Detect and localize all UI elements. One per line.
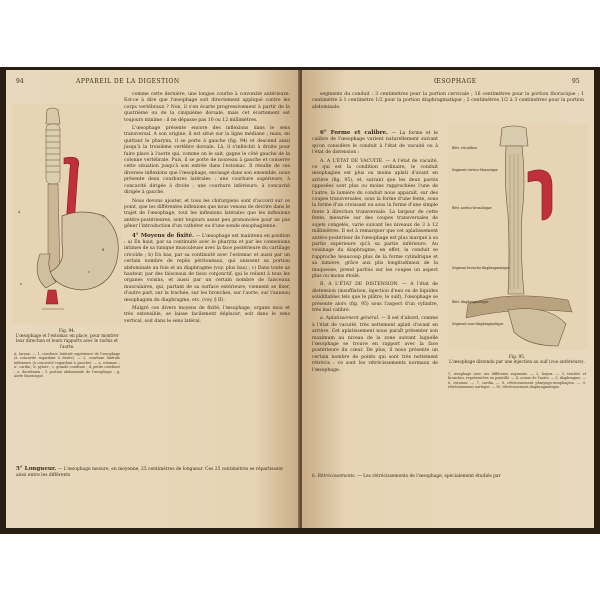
- figure-label: Rétr. diaphragmatique: [452, 300, 489, 304]
- figure-94-esophagus-stomach: [12, 104, 122, 324]
- subsection-heading: a. Aplatissement général.: [320, 316, 380, 322]
- larynx-shape: [46, 108, 60, 124]
- section-heading: b. Rétrécissements.: [312, 474, 356, 479]
- running-head: APPAREIL DE LA DIGESTION: [76, 78, 180, 85]
- figure-caption-text: L'œsophage distendu par une injection au suif (vue antérieure).: [449, 359, 585, 365]
- trachea-shape: [46, 124, 60, 184]
- section-heading: 6° Forme et calibre.: [320, 130, 389, 136]
- figure-label: C: [102, 215, 105, 219]
- figure-label: Rétr. cricoïdien: [452, 146, 477, 150]
- figure-caption: [448, 354, 586, 364]
- text-block: [312, 130, 438, 376]
- figure-label: c: [88, 270, 90, 274]
- figure-label: A: [18, 210, 21, 214]
- subsection-text: — Il est d'abord, comme à l'état de vacuité, très nettement aplati d'avant en arrière. Cet aplatissement nous paraît présenter son maximum au niveau de la zone suivant laquelle l'œsophage se trouve en rapport avec la face postérieure du cœur. De plus, il nous présente un certain nombre de points qui sont très nettement rétrécis : ce sont les rétrécissements normaux de l'œsophage.: [312, 316, 438, 373]
- right-page: [302, 70, 594, 528]
- paragraph: Nous devons ajouter, et tous les chirurgiens sont d'accord sur ce point, que les différentes inflexions que nous venons de décrire dans le trajet de l'œsophage, tout les inflexions latérales que les inflexions antéro-postérieures, sont toujours assez peu prononcées pour ne pas gêner l'introduction d'un cathéter ou d'une sonde œsophagienne.: [124, 198, 290, 230]
- section-text: — L'œsophage mesure, en moyenne, 25 centimètres de longueur. Ces 25 centimètres se répartissent ainsi entre les différents: [16, 467, 283, 478]
- subsection-text: — A l'état de distension (insufflation, injection d'eau ou de liquides solidifiables tels que le plâtre, le suif), l'œsophage se présente alors (fig. 95) sous l'aspect d'un cylindre, très mal calibré.: [312, 282, 438, 313]
- figure-label: Segment sous-diaphragmatique: [452, 322, 504, 326]
- paragraph: [312, 159, 438, 281]
- spine-shape: [48, 184, 60, 274]
- paragraph: comme cette dernière, une longue courbe à convexité antérieure. Est-ce à dire que l'œsophage soit directement appliqué contre les corps vertébraux ? Non, il s'en écarte progressivement à partir de la quatrième ou de la cinquième dorsale, mais cet écartement est toujours minime : il ne dépasse pas 10 ou 12 millimètres.: [124, 92, 290, 123]
- bottom-paragraph: [16, 466, 290, 479]
- figure-legend: A, larynx. — 1, courbure latérale supérieure de l'œsophage (à concavité regardant à droite). — 2, courbure latérale inférieure (à concavité regardant à gauche). — a, estomac ; a', cardia ; b, pylore ; c, grande courbure ; d, petite courbure ; e, duodénum ; f, portion abdominale de l'œsophage ; g, aorte thoracique.: [14, 352, 120, 379]
- figure-caption: [14, 328, 120, 349]
- subsection-heading: A. A L'ÉTAT DE VACUITÉ.: [320, 158, 384, 164]
- paragraph: [312, 316, 438, 374]
- figure-caption-text: L'œsophage et l'estomac en place, pour montrer leur direction et leurs rapports avec le rachis et l'aorte.: [15, 333, 119, 349]
- figure-label: e: [20, 282, 22, 286]
- page-number: 94: [16, 78, 24, 85]
- text-block: [124, 92, 290, 327]
- text-block-top: [312, 92, 584, 113]
- figure-number: Fig. 94.: [58, 328, 76, 333]
- left-page: [6, 70, 300, 528]
- paragraph: segments du conduit : 3 centimètres pour la portion cervicale ; 16 centimètres pour la portion thoracique ; 1 centimètre à 1 centimètre 1/2 pour la portion diaphragmatique ; 2 centimètres 1/2 à 3 centimètres pour la portion abdominale.: [312, 92, 584, 110]
- page-number: 95: [572, 78, 580, 85]
- paragraph: [124, 233, 290, 304]
- running-head: ŒSOPHAGE: [434, 78, 477, 85]
- figure-number: Fig. 95.: [508, 354, 526, 359]
- bottom-paragraph: [312, 474, 584, 480]
- figure-legend: 1, œsophage avec ses différents segments. — 2, larynx. — 3, trachée et bronches, représentées en pointillé. — 4, crosse de l'aorte. — 5, diaphragme. — 6, estomac. — 7, cardia. — 8, rétrécissement pharyngo-œsophagien. — 9, rétrécissement aortique. — 10, rétrécissement diaphragmatique.: [448, 372, 586, 390]
- section-heading: 5° Longueur.: [16, 466, 57, 472]
- figure-label: Segment broncho-diaphragmatique: [452, 266, 510, 270]
- figure-label: Segment cervico-thoracique: [452, 168, 498, 172]
- vessel-shape: [46, 290, 58, 304]
- figure-label: B: [102, 248, 105, 252]
- paragraph: Malgré ces divers moyens de fixité, l'œsophage, organe mou et très extensible, se laisse facilement déplacer, soit dans le sens vertical, soit dans le sens latéral.: [124, 306, 290, 324]
- section-heading: 4° Moyens de fixité.: [132, 232, 195, 239]
- paragraph: [312, 282, 438, 314]
- subsection-text: — A l'état de vacuité, ce qui est la condition ordinaire, le conduit œsophagien est plus ou moins aplati d'avant en arrière (fig. 95), et, suivant que les deux parois opposées sont plus ou moins rapprochées l'une de l'autre, la lumière du conduit nous apparaît, sur des coupes transversales, sous la forme d'une fente, sous la forme d'un croissant ou sous la forme d'une simple fente à direction transversale. La largeur de cette fente, mesurée sur des coupes transversales de sujets congelés, varie suivant les niveaux de 3 à 12 millimètres. Il est à remarquer que cet aplatissement antéro-postérieur de l'œsophage est plus marqué à sa partie supérieure qu'à sa partie inférieure. Au voisinage du diaphragme, en effet, la conduit se rapproche beaucoup plus de la forme cylindrique et sa lumière, grâce aux plis longitudinaux de la muqueuse, prend parfois sur les coupes un aspect plus ou moins étoilé.: [312, 158, 439, 279]
- subsection-heading: B. A L'ÉTAT DE DISTENSION.: [320, 282, 399, 288]
- section-text: — L'œsophage est maintenu en position : a) En haut, par sa continuité avec le pharynx et par les connexions intimes de sa tunique musculeuse avec la face postérieure du cartilage cricoïde ; b) En bas, par sa continuité avec l'estomac et aussi par un certain nombre de replis péritonéaux, qui unissent sa portion abdominale au foie et au diaphragme (voy. plus bas) ; c) Dans toute sa hauteur, par des faisceaux de tissu conjonctif, qui le relient à tous les organes voisins, et aussi par un certain nombre de faisceaux musculaires, qui, partant de sa surface extérieure, viennent se fixer, d'autre part, sur la trachée, sur les bronches, sur l'aorte, sur l'anneau œsophagien du diaphragme, etc. (voy. § II).: [124, 233, 290, 303]
- section-text: — Les rétrécissements de l'œsophage, spécialement étudiés par: [357, 474, 501, 479]
- paragraph: [312, 130, 438, 157]
- section-text: — La forme et le calibre de l'œsophage varient naturellement suivant qu'on considère le conduit à l'état de vacuité ou à l'état de distension :: [312, 131, 439, 156]
- figure-95-distended-esophagus: [448, 124, 588, 350]
- figure-label: Rétr. aortico-bronchique: [452, 206, 492, 210]
- paragraph: L'œsophage présente encore des inflexions dans le sens transversal. A son origine, il est situé sur la ligne médiane ; mais, en quittant le pharynx, il se porte à gauche (fig. 94) et descend ainsi jusqu'à la troisième vertèbre dorsale. Là, il s'infléchit à droite pour faire place à l'aorte qui, comme on le sait, gagne le côté gauche de la colonne vertébrale. Puis, il se porte de nouveau à gauche et conserve cette situation jusqu'à son entrée dans l'estomac. Il résulte de ces diverses inflexions que l'œsophage, envisagé dans son ensemble, nous présente deux courbures latérales : une courbure supérieure, à concavité dirigée à droite ; une courbure inférieure, à concavité dirigée à gauche.: [124, 126, 290, 196]
